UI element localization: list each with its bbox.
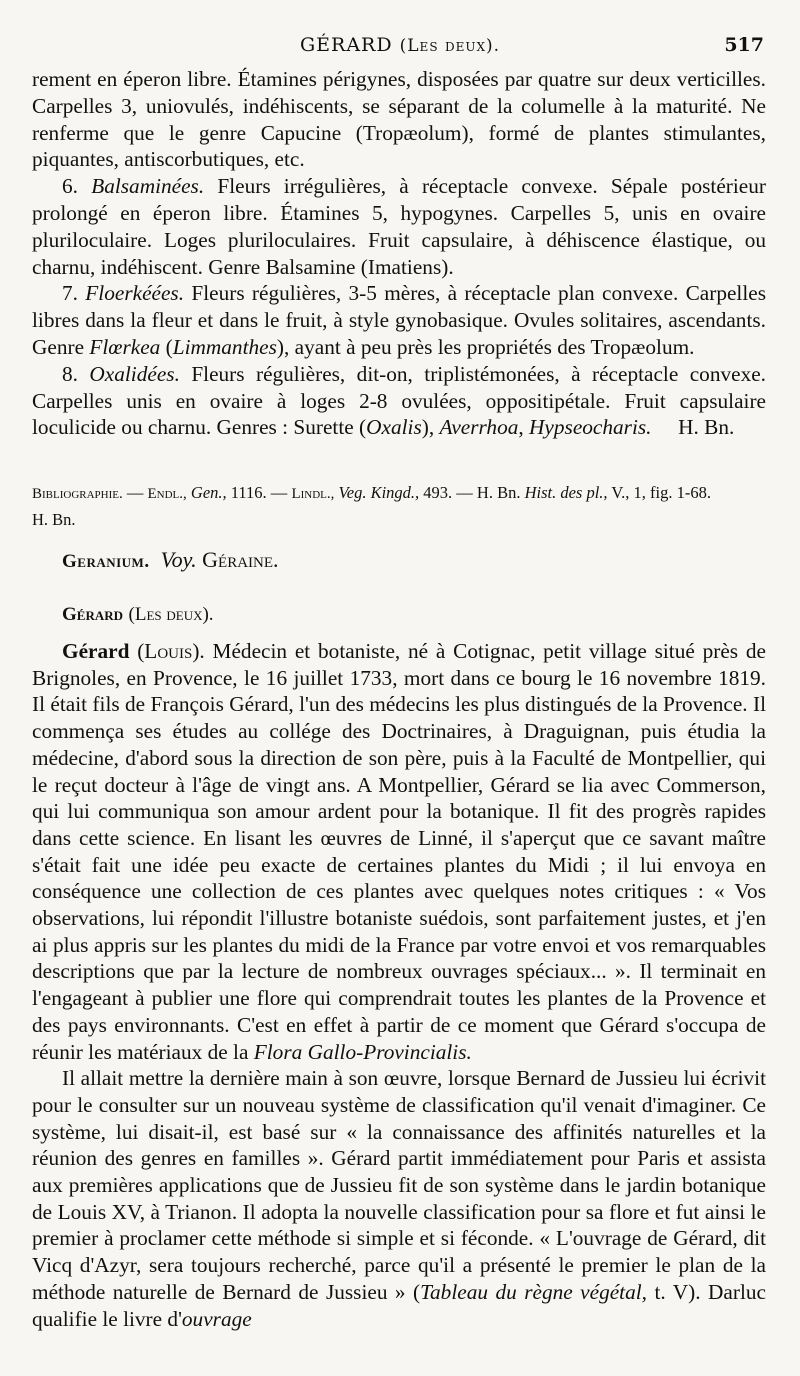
article-p1-text: Médecin et botaniste, né à Cotignac, petit village situé près de Brignoles, en Provence, le 16 juillet 1733, mort dans ce bourg le 16 novembre 1819. Il était fils de François Gérard, l'un des médecins les plus distingués de la Provence. Il commença ses études au collége des Doctrinaires, à Draguignan, puis étudia la médecine, d'abord sous la direction de son père, puis à la Faculté de Montpellier, qui le reçut docteur à l'âge de vingt ans. A Montpellier, Gérard se lia avec Commerson, qui lui communiqua son amour ardent pour la botanique. Il fit des progrès rapides dans cette science. En lisant les œuvres de Linné, il s'aperçut que ce savant maître s'était fait une idée peu exacte de certaines plantes du Midi ; il lui envoya en conséquence une collection de ces plantes avec quelques notes critiques : « Vos observations, lui répondit l'illustre botaniste suédois, sont parfaitement justes, et j'en ai plus appris sur les plantes du midi de la France par votre envoi et vos remarquables descriptions que par la lecture de nombreux ouvrages spéciaux... ». Il terminait en l'engageant à publier une flore qui comprendrait toutes les plantes de la Provence et des pays environnants. C'est en effet à partir de ce moment que Gérard s'occupa de réunir les matériaux de la xyxy=(32,639,766,1064)
article-flora-title: Flora Gallo-Provincialis. xyxy=(253,1039,472,1064)
item-floerkeees: 7. Floerkéées. Fleurs régulières, 3-5 mères, à réceptacle plan convexe. Carpelles libres dans la fleur et dans le fruit, à style gynobasique. Ovules solitaires, ascendants. Genre Flœrkea (Limmanthes), ayant à peu près les propriétés des Tropæolum. xyxy=(32,281,767,359)
item8-number: 8. xyxy=(62,361,78,386)
item6-name: Balsaminées. xyxy=(91,174,205,199)
item8-hypseocharis: Hypseocharis. xyxy=(529,415,652,440)
article-ouvrage: ouvrage xyxy=(181,1306,252,1331)
item7-number: 7. xyxy=(62,281,78,306)
item-balsaminees xyxy=(32,173,766,280)
article-paragraph-1 xyxy=(32,638,766,1065)
article-p2-text-b: t. V). Darluc qualifie le livre d' xyxy=(32,1279,766,1331)
biblio-veg: Veg. Kingd., xyxy=(338,483,420,502)
item7-floerkea: Flœrkea xyxy=(89,334,161,359)
running-head-name: GÉRARD xyxy=(299,34,393,56)
item7-name: Floerkéées. xyxy=(85,281,185,306)
biblio-veg-page: 493. — H. Bn. xyxy=(423,483,521,502)
item6-number: 6. xyxy=(62,174,78,199)
item8-author: H. Bn. xyxy=(678,415,735,440)
item7-text-a: Fleurs régulières, 3-5 mères, à réceptacle plan convexe. Carpelles libres dans la fleur et dans le fruit, à style gynobasique. Ovules solitaires, ascendants. Genre xyxy=(32,281,767,359)
article-first-name: (Louis). xyxy=(137,639,205,663)
geranium-crossref: Géraine. xyxy=(202,547,279,572)
item7-text-b: ayant à peu près les propriétés des Tropæolum. xyxy=(294,334,695,359)
item-oxalidees: 8. Oxalidées. Fleurs régulières, dit-on, triplistémonées, à réceptacle convexe. Carpelles unis en ovaire à loges 2-8 ovulées, oppositipétale. Fruit capsulaire loculicide ou charnu. Genres : Surette (Oxalis), Averrhoa, Hypseocharis. H. Bn. xyxy=(32,361,766,440)
item7-limmanthes: Limmanthes xyxy=(172,334,277,359)
item8-text-a: Fleurs régulières, dit-on, triplistémonées, à réceptacle convexe. Carpelles unis en ovaire à loges 2-8 ovulées, oppositipétale. Fruit capsulaire loculicide ou charnu. Genres : Surette xyxy=(32,361,766,440)
biblio-endl: Endl., xyxy=(147,486,187,502)
article-headword: Gérard xyxy=(62,639,130,663)
page-header xyxy=(30,30,770,62)
article-p2-text-a: Il allait mettre la dernière main à son œuvre, lorsque Bernard de Jussieu lui écrivit pour le consulter sur un nouveau système de classification qu'il venait d'imaginer. Ce système, lui disait-il, est basé sur « la connaissance des affinités naturelles et la réunion des genres en familles ». Gérard partit immédiatement pour Paris et assista aux premières applications que de Jussieu fit de son système dans le jardin botanique de Louis XV, à Trianon. Il adopta la nouvelle classification pour sa flore et fut ainsi le premier à proclamer cette méthode si simple et si féconde. « L'ouvrage de Gérard, dit Vicq d'Azyr, sera toujours recherché, parce qu'il a présenté le premier le plan de la méthode naturelle de Bernard de Jussieu » ( xyxy=(32,1066,766,1304)
bibliography xyxy=(32,480,766,532)
item8-name: Oxalidées. xyxy=(89,361,180,386)
gerard-heading-sub: (Les deux). xyxy=(128,604,214,625)
running-head-sub: (Les deux). xyxy=(399,36,501,56)
biblio-gen: Gen., xyxy=(190,483,227,502)
gerard-heading xyxy=(62,600,214,626)
biblio-vol: V., 1, fig. 1-68. xyxy=(611,483,712,502)
bibliography-label: Bibliographie. xyxy=(32,486,123,502)
bibliography-line: Bibliographie. — Endl., Gen., 1116. — Lindl., Veg. Kingd., 493. — H. Bn. Hist. des pl., V., 1, fig. 1-68. xyxy=(32,483,712,502)
gerard-headword: Gérard xyxy=(62,604,124,625)
entry-continuation xyxy=(32,66,766,441)
bibliography-author: H. Bn. xyxy=(32,510,76,529)
continuation-paragraph: rement en éperon libre. Étamines périgynes, disposées par quatre sur deux verticilles. Carpelles 3, uniovulés, indéhiscents, se séparant de la columelle à la maturité. Ne renferme que le genre Capucine (Tropæolum), formé de plantes stimulantes, piquantes, antiscorbutiques, etc. xyxy=(32,67,766,172)
item8-averrhoa: Averrhoa xyxy=(439,415,519,440)
item8-oxalis: Oxalis xyxy=(366,415,422,440)
biblio-lindl: Lindl., xyxy=(291,486,335,502)
running-head xyxy=(30,34,770,56)
geranium-voy: Voy. xyxy=(160,547,197,572)
gerard-louis-article xyxy=(32,638,766,1332)
article-tableau-title: Tableau du règne végétal, xyxy=(420,1279,647,1304)
geranium-headword: Geranium. xyxy=(62,551,150,572)
biblio-gen-page: 1116. — xyxy=(230,483,288,502)
article-paragraph-2 xyxy=(32,1065,766,1332)
geranium-entry xyxy=(62,547,279,573)
page-number: 517 xyxy=(724,34,764,56)
biblio-hist: Hist. des pl., xyxy=(524,483,608,502)
item6-text: Fleurs irrégulières, à réceptacle convexe. Sépale postérieur prolongé en éperon libre. Étamines 5, hypogynes. Carpelles 5, unis en ovaire pluriloculaire. Loges pluriloculaires. Fruit capsulaire, à déhiscence élastique, ou charnu, indéhiscent. Genre Balsamine (Imatiens). xyxy=(32,174,767,279)
